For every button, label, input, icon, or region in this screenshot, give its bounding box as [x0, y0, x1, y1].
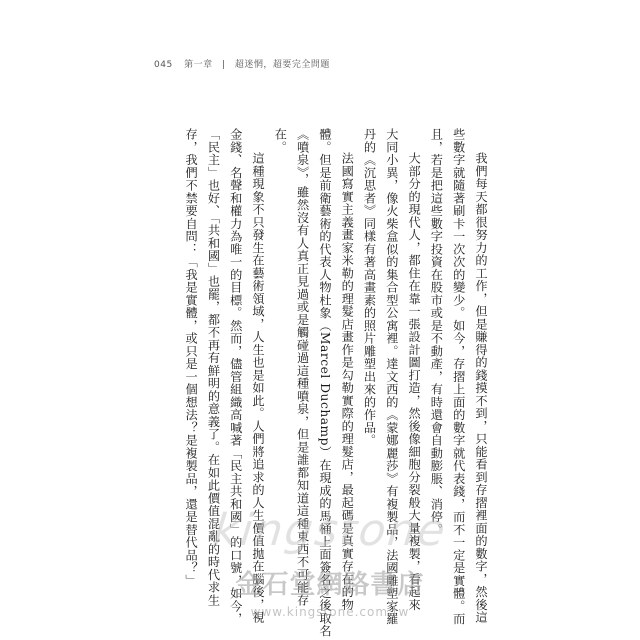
text-line: 我們每天都很努力的工作，但是賺得的錢摸不到，只能看到存摺裡面的數字，然後這: [474, 152, 488, 624]
running-head: [154, 57, 330, 70]
watermark-url: www.kingstone.com.tw: [250, 605, 410, 619]
text-line: 存，我們不禁要自問：「我是實體，或只是一個想法？是複製品，還是替代品？」: [184, 128, 199, 587]
chapter-title: 超迷惘，超要完全問題: [234, 60, 330, 70]
text-line: 丹的《沉思者》同樣有著高畫素的照片雕塑出來的作品。: [362, 128, 377, 447]
paragraph: [180, 128, 269, 626]
running-head-separator: |: [221, 60, 226, 70]
text-line: 大部分的現代人，都住在靠一張設計圖打造，然後像細胞分裂般大量複製，看起來: [407, 152, 422, 611]
watermark-latin: kingstone: [210, 505, 450, 556]
text-line: 大同小異，像火柴盒似的集合型公寓裡。達文西的《蒙娜麗莎》有複製品，法國雕塑家羅: [384, 128, 399, 626]
chapter-label: 第一章: [184, 60, 213, 70]
text-line: 《噴泉》，雖然沒有人真正見過或是觸碰過這種噴泉，但是誰都知道這種東西不可能存: [295, 128, 310, 607]
paragraph: [425, 128, 492, 626]
text-line: 在。: [273, 128, 288, 154]
page-number: 045: [154, 60, 173, 70]
text-line: 且，若是把這些數字投資在股市或是不動產，有時還會自動膨脹、消停。: [429, 128, 444, 536]
text-line: 「民主」也好、「共和國」也罷，都不再有鮮明的意義了。在如此價值混亂的時代求生: [206, 128, 221, 607]
paragraph: [358, 128, 425, 626]
text-line: 這種現象不只發生在藝術領域，人生也是如此。人們將追求的人生價值拋在腦後，視: [251, 152, 266, 624]
text-line: 些數字就隨著刷卡一次次的變少。如今，存摺上面的數字就代表錢，而不一定是實體。而: [451, 128, 466, 626]
text-line: 法國寫實主義畫家米勒的理髮店畫作是勾勒實際的理髮店，最起碼是真實存在的物: [340, 152, 355, 611]
text-line: 體。但是前衛藝術的代表人物杜象（Marcel Duchamp）在現成的馬桶上面簽名之後取名: [317, 128, 332, 638]
text-line: 金錢、名聲和權力為唯一的目標。然而，儘管組織高喊著「民主共和國」的口號，如今，: [228, 128, 243, 626]
watermark-chinese: 金石堂網路書店: [235, 570, 425, 600]
